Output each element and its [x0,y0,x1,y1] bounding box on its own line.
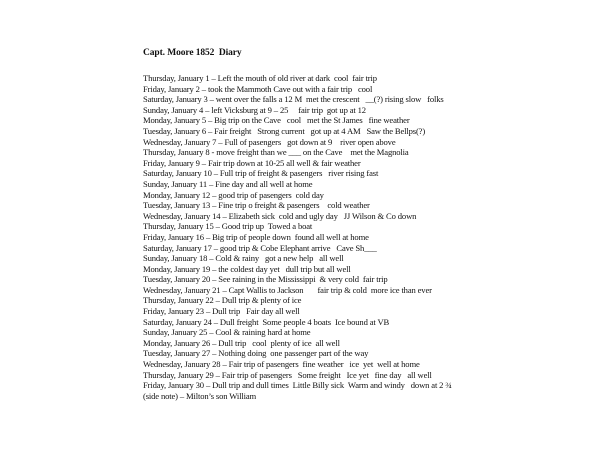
diary-entry: Saturday, January 3 – went over the falls a 12 M met the crescent __(?) rising slow folks [143,94,444,105]
diary-entry: Tuesday, January 6 – Fair freight Strong current got up at 4 AM Saw the Bellps(?) [143,125,426,136]
diary-entry: Monday, January 26 – Dull trip cool plenty of ice all well [143,337,340,348]
diary-entry: Thursday, January 22 – Dull trip & plenty of ice [143,295,302,306]
diary-entry: Friday, January 9 – Fair trip down at 10-25 all well & fair weather [143,157,361,168]
diary-entry: Thursday, January 1 – Left the mouth of old river at dark cool fair trip [143,73,377,83]
diary-entry: Tuesday, January 27 – Nothing doing one passenger part of the way [143,348,369,359]
diary-entry: Saturday, January 17 – good trip & Cobe Elephant arrive Cave Sh___ [143,242,377,253]
diary-entry: Sunday, January 4 – left Vicksburg at 9 – 25 fair trip got up at 12 [143,104,366,115]
diary-entry: Wednesday, January 28 – Fair trip of pasengers fine weather ice yet well at home [143,359,420,370]
diary-entry: Saturday, January 24 – Dull freight Some people 4 boats Ice bound at VB [143,316,390,327]
diary-entry: Friday, January 23 – Dull trip Fair day all well [143,306,300,317]
diary-entry: Friday, January 16 – Big trip of people down found all well at home [143,231,369,242]
diary-entry: Monday, January 19 – the coldest day yet dull trip but all well [143,263,351,274]
diary-entry-list [143,73,583,401]
diary-entry: Thursday, January 8 - move freight than we ___ on the Cave met the Magnolia [143,147,409,158]
diary-entry: Friday, January 2 – took the Mammoth Cave out with a fair trip cool [143,83,373,94]
diary-entry: Wednesday, January 7 – Full of pasengers got down at 9 river open above [143,136,396,147]
diary-entry: Thursday, January 29 – Fair trip of pasengers Some freight Ice yet fine day all well [143,369,432,380]
diary-entry: Monday, January 12 – good trip of pasengers cold day [143,189,324,200]
diary-entry: Monday, January 5 – Big trip on the Cave cool met the St James fine weather [143,115,410,126]
diary-entry-side-note: (side note) – Milton’s son William [143,390,257,401]
diary-entry: Sunday, January 25 – Cool & raining hard at home [143,327,311,338]
diary-entry: Tuesday, January 13 – Fine trip o freight & pasengers cold weather [143,200,370,211]
diary-entry: Wednesday, January 14 – Elizabeth sick cold and ugly day JJ Wilson & Co down [143,210,417,221]
diary-entry: Friday, January 30 – Dull trip and dull times Little Billy sick Warm and windy down at 2 ¾ [143,380,452,391]
document-title: Capt. Moore 1852 Diary [143,48,242,58]
diary-entry: Sunday, January 18 – Cold & rainy got a new help all well [143,253,344,264]
diary-entry: Tuesday, January 20 – See raining in the Mississippi & very cold fair trip [143,274,388,285]
diary-entry: Sunday, January 11 – Fine day and all well at home [143,178,313,189]
diary-entry: Saturday, January 10 – Full trip of freight & pasengers river rising fast [143,168,379,179]
diary-entry: Thursday, January 15 – Good trip up Towed a boat [143,221,313,232]
diary-entry: Wednesday, January 21 – Capt Wallis to Jackson fair trip & cold more ice than ever [143,284,432,295]
